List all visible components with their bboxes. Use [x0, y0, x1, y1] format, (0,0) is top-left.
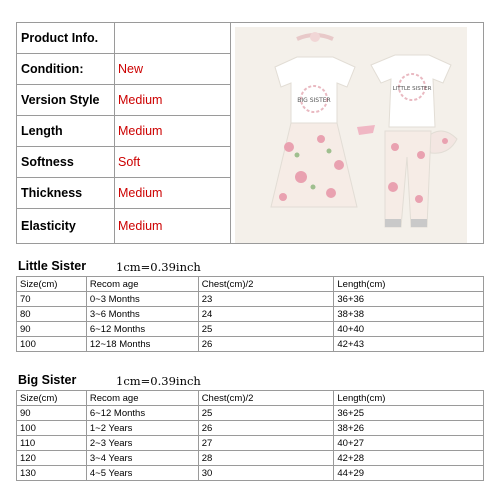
- table-cell: 42+43: [334, 337, 484, 352]
- table-cell: 42+28: [334, 451, 484, 466]
- table-cell: 0~3 Months: [86, 292, 198, 307]
- info-value: Medium: [115, 116, 231, 146]
- table-cell: 6~12 Months: [86, 406, 198, 421]
- table-cell: 38+38: [334, 307, 484, 322]
- info-value: [115, 23, 231, 53]
- table-cell: 30: [198, 466, 334, 481]
- little-sister-unit-note: 1cm=0.39inch: [116, 260, 201, 274]
- header-cell: Recom age: [86, 391, 198, 406]
- info-value: New: [115, 54, 231, 84]
- table-cell: 36+36: [334, 292, 484, 307]
- table-cell: 70: [17, 292, 87, 307]
- table-cell: 2~3 Years: [86, 436, 198, 451]
- table-cell: 80: [17, 307, 87, 322]
- table-row: [17, 337, 484, 352]
- table-row: [17, 406, 484, 421]
- table-cell: 110: [17, 436, 87, 451]
- table-row: [17, 436, 484, 451]
- table-header-row: [17, 277, 484, 292]
- info-label: Elasticity: [17, 209, 115, 243]
- header-cell: Chest(cm)/2: [198, 277, 334, 292]
- header-cell: Size(cm): [17, 277, 87, 292]
- info-value: Medium: [115, 85, 231, 115]
- table-cell: 90: [17, 322, 87, 337]
- info-label: Length: [17, 116, 115, 146]
- table-cell: 40+27: [334, 436, 484, 451]
- header-cell: Length(cm): [334, 391, 484, 406]
- info-row-condition: [17, 54, 231, 85]
- info-value: Medium: [115, 209, 231, 243]
- header-cell: Recom age: [86, 277, 198, 292]
- table-cell: 90: [17, 406, 87, 421]
- table-row: [17, 466, 484, 481]
- info-label: Condition:: [17, 54, 115, 84]
- header-cell: Size(cm): [17, 391, 87, 406]
- left-shirt-text: BIG SISTER: [297, 97, 331, 104]
- little-sister-size-table: [16, 276, 484, 352]
- little-sister-title: Little Sister: [18, 259, 87, 273]
- table-cell: 100: [17, 421, 87, 436]
- table-cell: 12~18 Months: [86, 337, 198, 352]
- table-cell: 44+29: [334, 466, 484, 481]
- table-row: [17, 307, 484, 322]
- info-value: Medium: [115, 178, 231, 208]
- product-photo: [235, 27, 467, 243]
- table-cell: 24: [198, 307, 334, 322]
- table-header-row: [17, 391, 484, 406]
- table-row: [17, 292, 484, 307]
- table-row: [17, 322, 484, 337]
- table-cell: 1~2 Years: [86, 421, 198, 436]
- table-cell: 38+26: [334, 421, 484, 436]
- info-row-elasticity: [17, 209, 231, 243]
- table-cell: 6~12 Months: [86, 322, 198, 337]
- table-row: [17, 451, 484, 466]
- table-cell: 36+25: [334, 406, 484, 421]
- header-cell: Chest(cm)/2: [198, 391, 334, 406]
- info-row-version-style: [17, 85, 231, 116]
- table-cell: 3~6 Months: [86, 307, 198, 322]
- header-cell: Length(cm): [334, 277, 484, 292]
- table-cell: 3~4 Years: [86, 451, 198, 466]
- info-label: Thickness: [17, 178, 115, 208]
- table-cell: 25: [198, 406, 334, 421]
- big-sister-size-table: [16, 390, 484, 481]
- info-row-softness: [17, 147, 231, 178]
- info-row-length: [17, 116, 231, 147]
- table-cell: 28: [198, 451, 334, 466]
- info-row-product-info: [17, 23, 231, 54]
- table-cell: 27: [198, 436, 334, 451]
- table-cell: 25: [198, 322, 334, 337]
- product-info-table: [16, 22, 484, 244]
- big-sister-unit-note: 1cm=0.39inch: [116, 374, 201, 388]
- info-label: Version Style: [17, 85, 115, 115]
- info-label: Product Info.: [17, 23, 115, 53]
- table-cell: 120: [17, 451, 87, 466]
- table-cell: 4~5 Years: [86, 466, 198, 481]
- table-cell: 26: [198, 421, 334, 436]
- table-cell: 40+40: [334, 322, 484, 337]
- table-cell: 26: [198, 337, 334, 352]
- info-row-thickness: [17, 178, 231, 209]
- table-row: [17, 421, 484, 436]
- big-sister-title: Big Sister: [18, 373, 77, 387]
- table-cell: 23: [198, 292, 334, 307]
- info-value: Soft: [115, 147, 231, 177]
- info-label: Softness: [17, 147, 115, 177]
- right-shirt-text: LITTLE SISTER: [392, 86, 432, 92]
- table-cell: 130: [17, 466, 87, 481]
- table-cell: 100: [17, 337, 87, 352]
